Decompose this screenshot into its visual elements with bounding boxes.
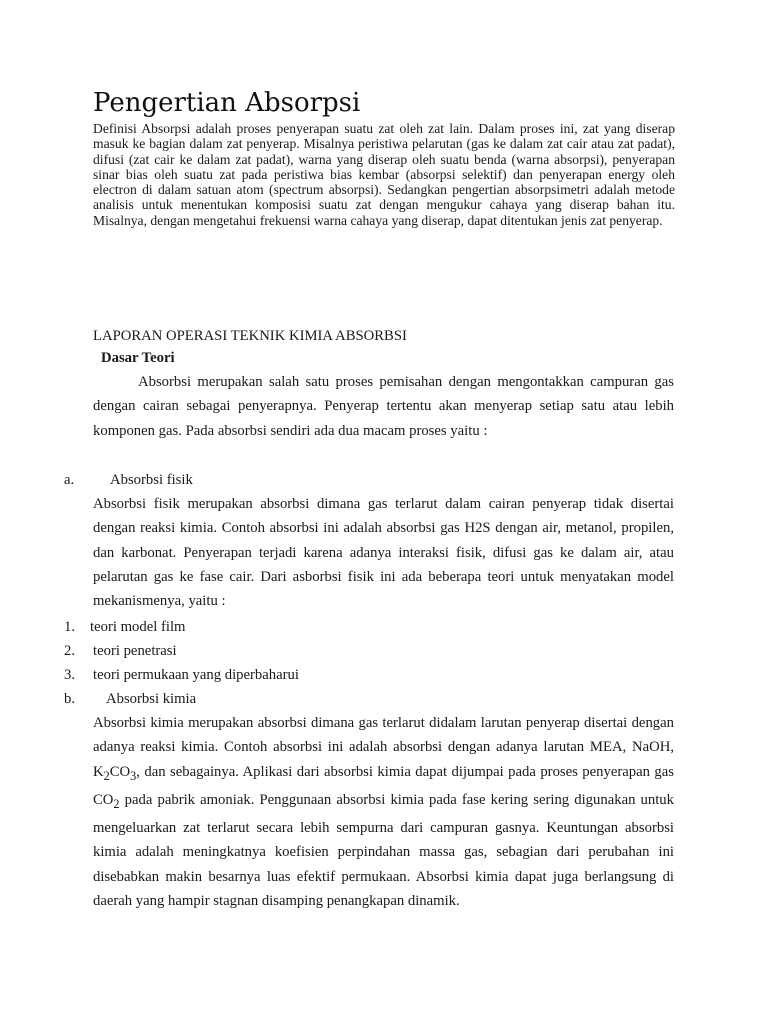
paragraph-absorbsi-fisik: Absorbsi fisik merupakan absorbsi dimana gas terlarut dalam cairan penyerap tidak disertai dengan reaksi kimia. Contoh absorbsi ini adalah absorbsi gas H2S dengan air, metanol, propilen, dan karbonat. Penyerapan terjadi karena adanya interaksi fisik, difusi gas ke dalam air, atau pelarutan gas ke fase cair. Dari asborbsi fisik ini ada beberapa teori untuk menyatakan model mekanismenya, yaitu :	[93, 496, 674, 610]
page-title: Pengertian Absorpsi	[93, 88, 361, 118]
list-marker: a.	[64, 472, 75, 488]
subscript: 2	[113, 796, 120, 811]
paragraph-text: Absorbsi kimia merupakan absorbsi dimana gas terlarut didalam larutan penyerap disertai dengan adanya reaksi kimia. Contoh absorbsi ini adalah absorbsi dengan adanya larutan MEA, NaOH, K	[93, 715, 674, 780]
section-heading-dasar-teori: Dasar Teori	[101, 350, 175, 366]
subscript: 3	[130, 768, 137, 783]
paragraph-absorbsi-kimia	[93, 711, 674, 913]
list-item-label: Absorbsi fisik	[110, 472, 193, 488]
list-item-label: Absorbsi kimia	[106, 691, 197, 707]
list-marker: 3.	[64, 667, 76, 683]
paragraph-text: pada pabrik amoniak. Penggunaan absorbsi kimia pada fase kering sering digunakan untuk mengeluarkan zat terlarut secara lebih sempurna dari campuran gasnya. Keuntungan absorbsi kimia adalah meningkatnya koefisien perpindahan massa gas, sebagian dari perubahan ini disebabkan makin besarnya luas efektif permukaan. Absorbsi kimia dapat juga berlangsung di daerah yang hampir stagnan disamping penangkapan dinamik.	[93, 791, 674, 909]
list-marker: 1.	[64, 619, 76, 635]
list-item-label: teori model film	[90, 619, 186, 635]
paragraph-text: , dan sebagainya. Aplikasi dari absorbsi kimia dapat dijumpai pada proses penyerapan gas CO	[93, 763, 674, 808]
paragraph-absorbsi-intro: Absorbsi merupakan salah satu proses pemisahan dengan mengontakkan campuran gas dengan cairan sebagai penyerapnya. Penyerap tertentu akan menyerap setiap satu atau lebih komponen gas. Pada absorbsi sendiri ada dua macam proses yaitu :	[93, 374, 674, 439]
list-marker: b.	[64, 691, 76, 707]
intro-paragraph: Definisi Absorpsi adalah proses penyerapan suatu zat oleh zat lain. Dalam proses ini, zat yang diserap masuk ke bagian dalam zat penyerap. Misalnya peristiwa pelarutan (gas ke dalam zat cair atau zat padat), difusi (zat cair ke dalam zat padat), warna yang diserap oleh suatu benda (warna absorpsi), penyerapan sinar bias oleh suatu zat pada peristiwa bias kembar (absorpsi selektif) dan penyerapan energy oleh electron di dalam satuan atom (spectrum absorpsi). Sedangkan pengertian absorpsimetri adalah metode analisis untuk menentukan komposisi suatu zat dengan mengukur cahaya yang diserap bahan itu. Misalnya, dengan mengetahui frekuensi warna cahaya yang diserap, dapat ditentukan jenis zat penyerap.	[93, 121, 675, 228]
list-item-label: teori permukaan yang diperbaharui	[93, 667, 299, 683]
subscript: 2	[103, 768, 110, 783]
list-item-label: teori penetrasi	[93, 643, 177, 659]
report-heading: LAPORAN OPERASI TEKNIK KIMIA ABSORBSI	[93, 328, 407, 344]
list-marker: 2.	[64, 643, 76, 659]
formula-text: CO	[109, 763, 131, 780]
